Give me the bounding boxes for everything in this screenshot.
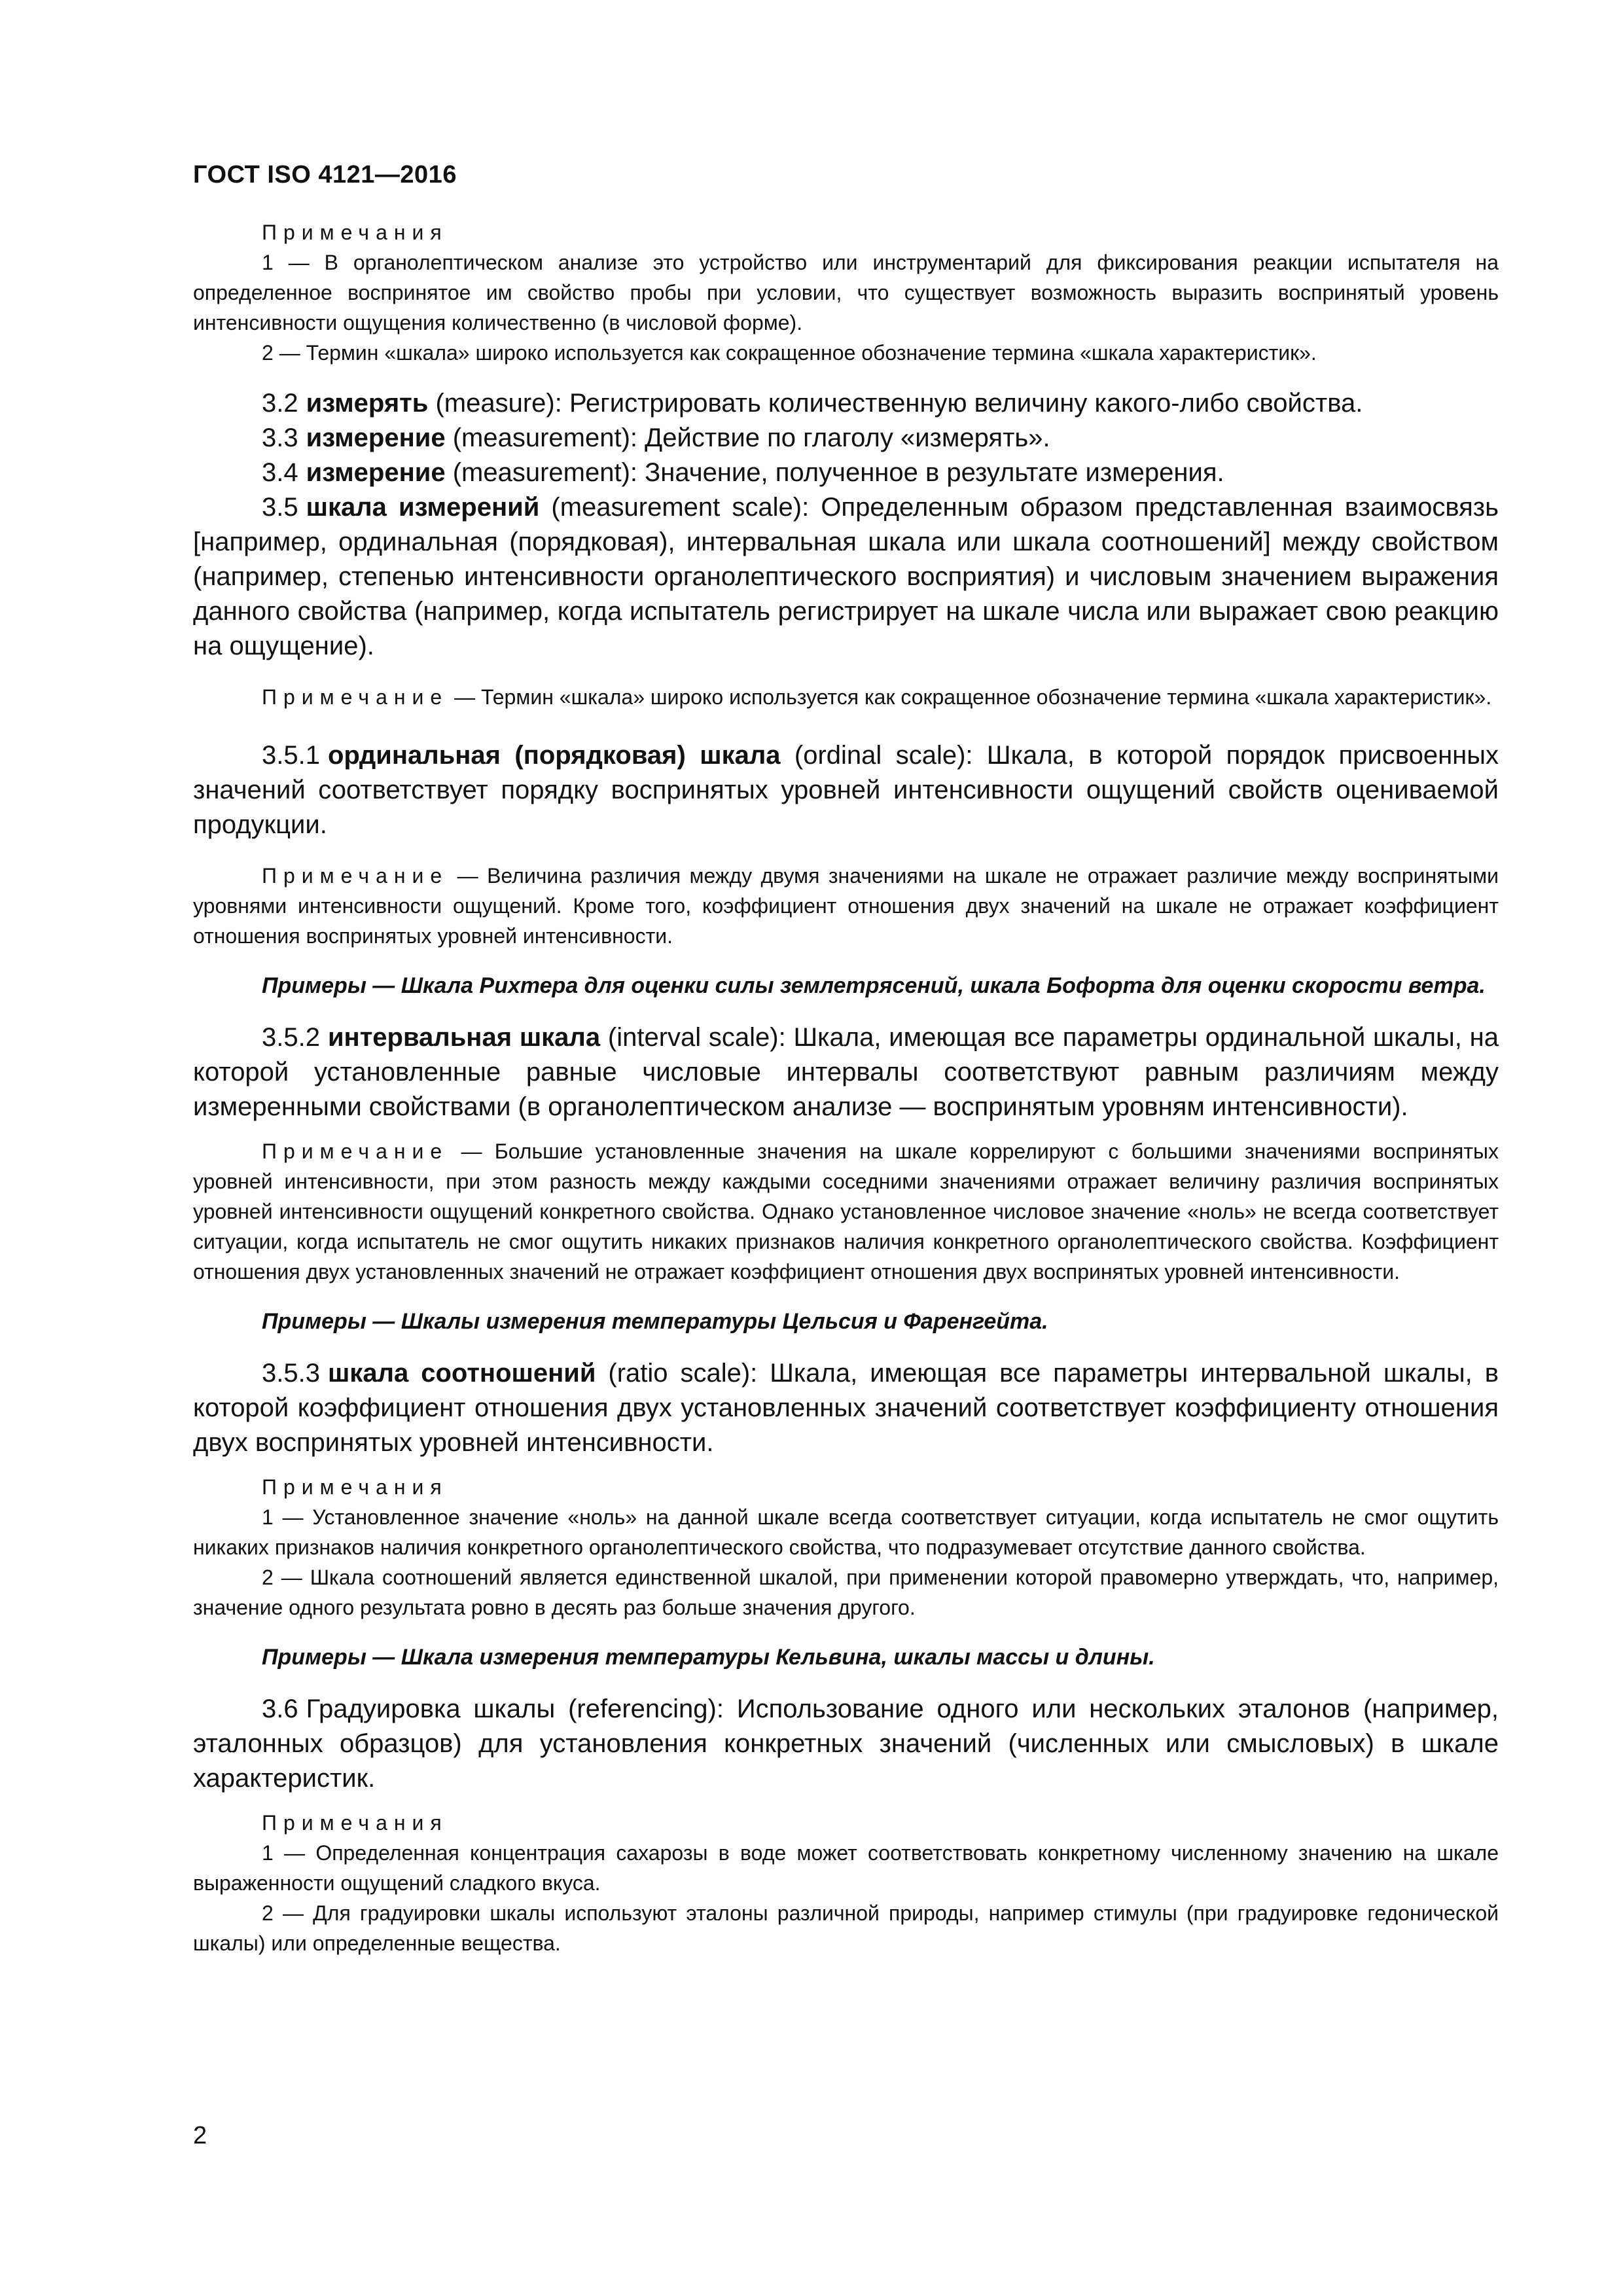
note-text: — Величина различия между двумя значениями на шкале не отражает различие между воспринятыми уровнями интенсивности ощущений. Кроме того, коэффициент отношения двух значений на шкале не отражает коэффициент отношения воспринятых уровней интенсивности. [193,864,1499,948]
term: измерение [306,458,446,487]
definition: (interval scale): Шкала, имеющая все параметры ординальной шкалы, на которой установленные равные числовые интервалы соответствуют равным различиям между измеренными свойствами (в органолептическом анализе — воспринятым уровням интенсивности). [193,1023,1499,1121]
note-item: 1 — Установленное значение «ноль» на данной шкале всегда соответствует ситуации, когда испытатель не смог ощутить никаких признаков наличия конкретного органолептического свойства, что подразумевает отсутствие данного свойства. [193,1505,1499,1559]
note-label: Примечание [262,864,449,888]
section-number: 3.5.3 [262,1359,320,1388]
term: ординальная (порядковая) шкала [327,741,781,770]
section-3-5 [193,490,1499,664]
term: шкала соотношений [327,1359,596,1388]
definition: (measurement scale): Определенным образом представленная взаимосвязь [например, ординальная (порядковая), интервальная шкала или шкала соотношений] между свойством (например, степенью интенсивности органолептического восприятия) и числовым значением выражения данного свойства (например, когда испытатель регистрирует на шкале числа или выражает свою реакцию на ощущение). [193,493,1499,660]
term: интервальная шкала [327,1023,601,1052]
page-number: 2 [193,2122,207,2149]
section-3-6 [193,1692,1499,1796]
document-header: ГОСТ ISO 4121—2016 [193,161,457,188]
definition: (ordinal scale): Шкала, в которой порядок присвоенных значений соответствует порядку воспринятых уровней интенсивности ощущений свойств оцениваемой продукции. [193,741,1499,839]
section-3-5-2 [193,1020,1499,1124]
term: измерение [306,423,446,452]
section-3-5-note [193,682,1499,712]
section-3-5-2-note [193,1136,1499,1287]
definition: (measure): Регистрировать количественную величину какого-либо свойства. [428,389,1363,418]
examples: Примеры — Шкалы измерения температуры Цельсия и Фаренгейта. [262,1309,1048,1334]
notes-heading: Примечания [262,1475,448,1499]
document-body [193,217,1499,1958]
section-number: 3.2 [262,389,298,418]
section-number: 3.5.2 [262,1023,320,1052]
definition: (measurement): Действие по глаголу «измерять». [445,423,1050,452]
note-item: 2 — Термин «шкала» широко используется как сокращенное обозначение термина «шкала характеристик». [262,341,1317,365]
notes-heading: Примечания [262,1811,448,1835]
note-text: — Термин «шкала» широко используется как сокращенное обозначение термина «шкала характеристик». [448,685,1492,709]
section-3-5-3 [193,1356,1499,1460]
section-3-5-1-note [193,861,1499,951]
term: шкала измерений [306,493,540,522]
note-text: — Большие установленные значения на шкале коррелируют с большими значениями воспринятых уровней интенсивности, при этом разность между каждыми соседними значениями отражает величину различия воспринятых уровней интенсивности ощущений конкретного свойства. Однако установленное числовое значение «ноль» не всегда соответствует ситуации, когда испытатель не смог ощутить никаких признаков наличия конкретного органолептического свойства. Коэффициент отношения двух установленных значений не отражает коэффициент отношения двух воспринятых уровней интенсивности. [193,1139,1499,1283]
section-3-3 [193,421,1499,456]
section-number: 3.5.1 [262,741,320,770]
examples: Примеры — Шкала Рихтера для оценки силы землетрясений, шкала Бофорта для оценки скорости ветра. [262,973,1486,998]
section-number: 3.6 [262,1695,298,1723]
examples: Примеры — Шкала измерения температуры Кельвина, шкалы массы и длины. [262,1645,1155,1670]
section-3-2 [193,386,1499,421]
definition: (measurement): Значение, полученное в результате измерения. [445,458,1224,487]
definition: Градуировка шкалы (referencing): Использование одного или нескольких эталонов (например, эталонных образцов) для установления конкретных значений (численных или смысловых) в шкале характеристик. [193,1695,1499,1793]
section-number: 3.4 [262,458,298,487]
note-item: 2 — Для градуировки шкалы используют эталоны различной природы, например стимулы (при градуировке гедонической шкалы) или определенные вещества. [193,1901,1499,1955]
section-3-4 [193,456,1499,490]
note-item: 1 — В органолептическом анализе это устройство или инструментарий для фиксирования реакции испытателя на определенное воспринятое им свойство пробы при условии, что существует возможность выразить воспринятый уровень интенсивности ощущения количественно (в числовой форме). [193,251,1499,334]
note-label: Примечание [262,685,449,709]
notes-heading: Примечания [262,221,448,244]
term: измерять [306,389,429,418]
note-item: 2 — Шкала соотношений является единственной шкалой, при применении которой правомерно утверждать, что, например, значение одного результата ровно в десять раз больше значения другого. [193,1566,1499,1619]
definition: (ratio scale): Шкала, имеющая все параметры интервальной шкалы, в которой коэффициент отношения двух установленных значений соответствует коэффициенту отношения двух воспринятых уровней интенсивности. [193,1359,1499,1457]
note-item: 1 — Определенная концентрация сахарозы в воде может соответствовать конкретному численному значению на шкале выраженности ощущений сладкого вкуса. [193,1841,1499,1895]
section-number: 3.3 [262,423,298,452]
section-number: 3.5 [262,493,298,522]
section-3-5-1 [193,738,1499,842]
note-label: Примечание [262,1139,449,1163]
